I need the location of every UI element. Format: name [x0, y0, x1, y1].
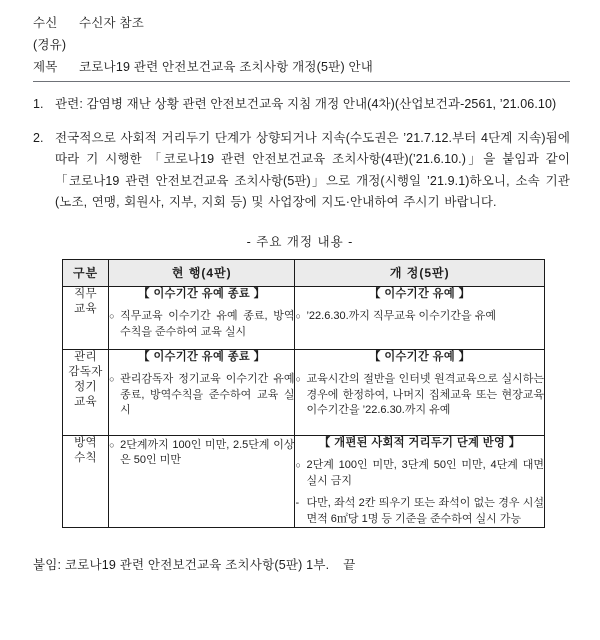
clause-list — [0, 94, 600, 214]
recipient-value: 수신자 참조 — [79, 16, 145, 30]
bullet-marker: ○ — [109, 311, 115, 321]
section-caption: - 주요 개정 내용 - — [246, 234, 354, 249]
subject-value: 코로나19 관련 안전보건교육 조치사항 개정(5판) 안내 — [79, 60, 374, 74]
bullet-item — [109, 372, 294, 419]
recipient-label: 수신 — [33, 16, 58, 30]
clause-text: 전국적으로 사회적 거리두기 단계가 상향되거나 지속(수도권은 ’21.7.12.부터 4단계 지속)됨에 따라 기 시행한 「코로나19 관련 안전보건교육 조치사항(4판)(’21.6.10.)」을 붙임과 같이 「코로나19 관련 안전보건교육 조치사항(5판)」으로 개정(시행일 ’21.9.1)하오니, 소속 기관(노조, 연맹, 회원사, 지부, 지회 등) 및 사업장에 지도·안내하여 주시기 바랍니다. — [55, 130, 570, 209]
bullet-item — [295, 309, 544, 325]
cell-title: 【 이수기간 유예 종료 】 — [138, 350, 266, 363]
table-row — [63, 286, 545, 349]
bullet-item — [295, 372, 544, 419]
row-current-cell — [109, 435, 295, 528]
row-division-label: 직무 교육 — [63, 286, 109, 349]
row-division-label: 관리 감독자 정기 교육 — [63, 349, 109, 435]
attachment-text: 붙임: 코로나19 관련 안전보건교육 조치사항(5판) 1부. — [33, 558, 330, 572]
end-mark: 끝 — [343, 558, 356, 572]
document-footer — [0, 555, 600, 576]
bullet-item — [109, 309, 294, 340]
row-revised-cell — [295, 286, 545, 349]
bullet-item — [295, 458, 544, 489]
cell-title: 【 이수기간 유예 】 — [369, 287, 471, 300]
table-row — [63, 435, 545, 528]
clause-number: 2. — [33, 130, 44, 145]
subject-label: 제목 — [33, 60, 58, 74]
recipient-line — [33, 12, 570, 34]
header-divider — [33, 81, 570, 82]
bullet-marker: - — [295, 497, 300, 509]
bullet-marker: ○ — [109, 374, 115, 384]
column-header-current: 현 행(4판) — [109, 259, 295, 286]
bullet-text: 직무교육 이수기간 유예 종료, 방역수칙을 준수하여 교육 실시 — [120, 310, 295, 338]
cell-title: 【 개편된 사회적 거리두기 단계 반영 】 — [319, 436, 521, 449]
table-row — [63, 349, 545, 435]
row-revised-cell — [295, 349, 545, 435]
row-division-label: 방역 수칙 — [63, 435, 109, 528]
bullet-text: ’22.6.30.까지 직무교육 이수기간을 유예 — [306, 310, 496, 322]
cell-title: 【 이수기간 유예 】 — [369, 350, 471, 363]
bullet-marker: ○ — [295, 460, 301, 470]
clause-item — [33, 94, 570, 116]
column-header-division: 구분 — [63, 259, 109, 286]
clause-number: 1. — [33, 97, 44, 111]
bullet-marker: ○ — [295, 311, 301, 321]
clause-item — [33, 128, 570, 214]
bullet-text: 2단계 100인 미만, 3단계 50인 미만, 4단계 대면 실시 금지 — [306, 459, 544, 487]
bullet-item — [109, 438, 294, 469]
column-header-revised: 개 정(5판) — [295, 259, 545, 286]
revision-table — [62, 259, 545, 529]
bullet-text: 다만, 좌석 2칸 띄우기 또는 좌석이 없는 경우 시설 면적 6㎡당 1명 등 기준을 준수하여 실시 가능 — [306, 497, 544, 525]
bullet-marker: ○ — [109, 439, 115, 450]
bullet-text: 2단계까지 100인 미만, 2.5단계 이상은 50인 미만 — [120, 438, 295, 466]
table-header-row — [63, 259, 545, 286]
bullet-text: 교육시간의 절반을 인터넷 원격교육으로 실시하는 경우에 한정하여, 나머지 집체교육 또는 현장교육 이수기간을 ’22.6.30.까지 유예 — [306, 373, 544, 416]
via-line: (경유) — [33, 38, 67, 52]
document-header — [0, 0, 600, 82]
subject-line — [33, 56, 570, 78]
bullet-text: 관리감독자 정기교육 이수기간 유예 종료, 방역수칙을 준수하여 교육 실시 — [120, 373, 295, 416]
bullet-marker: ○ — [295, 374, 301, 384]
bullet-item — [295, 496, 544, 527]
row-revised-cell — [295, 435, 545, 528]
clause-text: 관련: 감염병 재난 상황 관련 안전보건교육 지침 개정 안내(4차)(산업보건과-2561, ’21.06.10) — [55, 97, 557, 111]
cell-title: 【 이수기간 유예 종료 】 — [138, 287, 266, 300]
row-current-cell — [109, 349, 295, 435]
revision-table-wrapper — [62, 259, 545, 529]
row-current-cell — [109, 286, 295, 349]
